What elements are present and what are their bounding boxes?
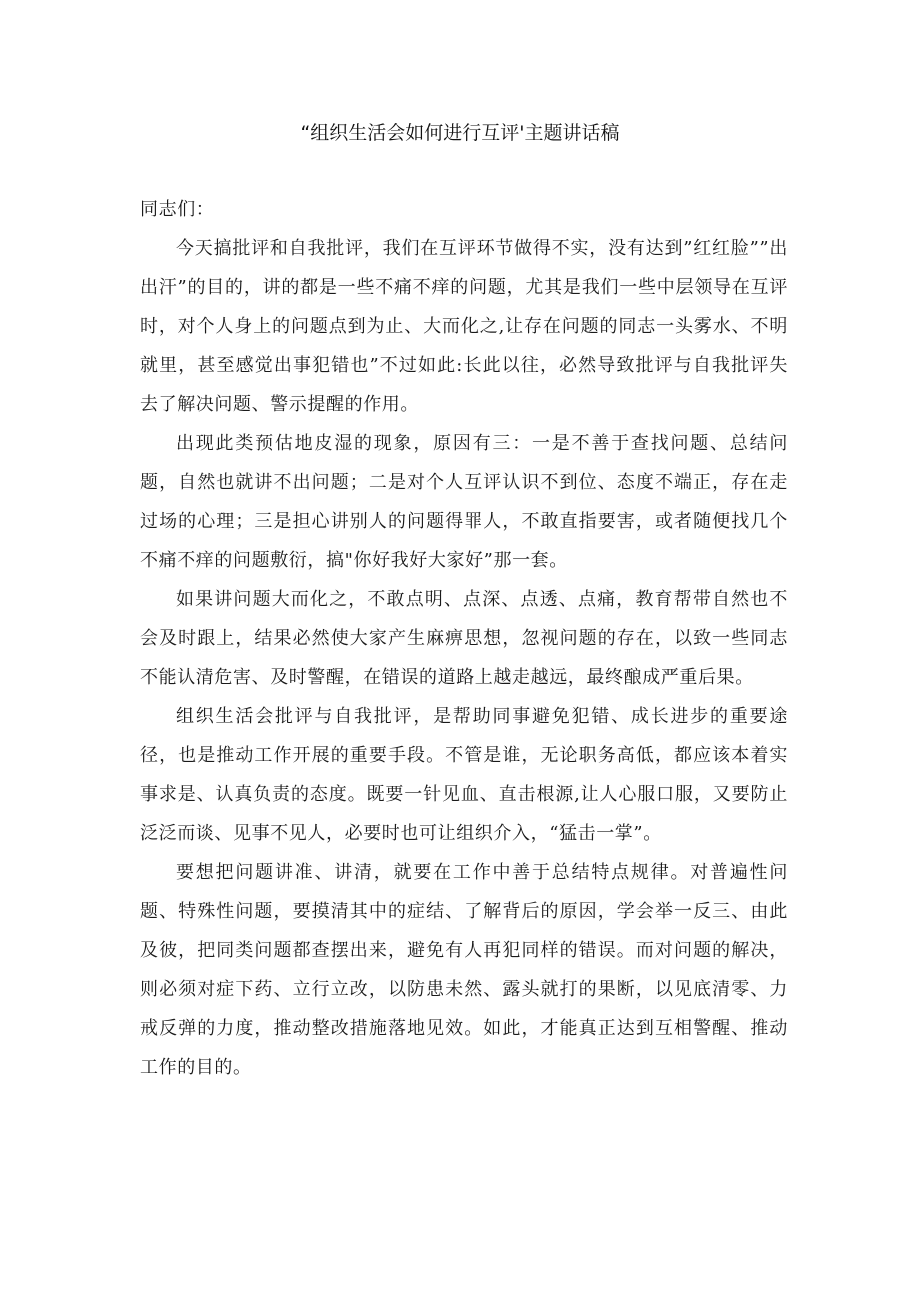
salutation: 同志们： (140, 199, 215, 220)
paragraph-3: 如果讲问题大而化之，不敢点明、点深、点透、点痛，教育帮带自然也不会及时跟上，结果必然使大家产生麻痹思想，忽视问题的存在，以致一些同志不能认清危害、及时警醒，在错误的道路上越走越远，最终酿成严重后果。 (140, 589, 788, 688)
paragraph-2: 出现此类预估地皮湿的现象，原因有三：一是不善于查找问题、总结问题，自然也就讲不出问题；二是对个人互评认识不到位、态度不端正，存在走过场的心理；三是担心讲别人的问题得罪人，不敢直指要害，或者随便找几个不痛不痒的问题敷衍，搞"你好我好大家好”那一套。 (140, 433, 788, 571)
paragraph-1: 今天搞批评和自我批评，我们在互评环节做得不实，没有达到”红红脸””出出汗”的目的，讲的都是一些不痛不痒的问题，尤其是我们一些中层领导在互评时，对个人身上的问题点到为止、大而化之,让存在问题的同志一头雾水、不明就里，甚至感觉出事犯错也”不过如此:长此以往，必然导致批评与自我批评失去了解决问题、警示提醒的作用。 (140, 238, 788, 415)
document-title: “组织生活会如何进行互评'主题讲话稿 (300, 122, 620, 144)
document-body (140, 190, 788, 1087)
paragraph-5: 要想把问题讲准、讲清，就要在工作中善于总结特点规律。对普遍性问题、特殊性问题，要摸清其中的症结、了解背后的原因，学会举一反三、由此及彼，把同类问题都查摆出来，避免有人再犯同样的错误。而对问题的解决，则必须对症下药、立行立改，以防患未然、露头就打的果断，以见底清零、力戒反弹的力度，推动整改措施落地见效。如此，才能真正达到互相警醒、推动工作的目的。 (140, 862, 788, 1078)
paragraph-4: 组织生活会批评与自我批评，是帮助同事避免犯错、成长进步的重要途径，也是推动工作开展的重要手段。不管是谁，无论职务高低，都应该本着实事求是、认真负责的态度。既要一针见血、直击根源,让人心服口服，又要防止泛泛而谈、见事不见人，必要时也可让组织介入，“猛击一掌”。 (140, 706, 788, 844)
